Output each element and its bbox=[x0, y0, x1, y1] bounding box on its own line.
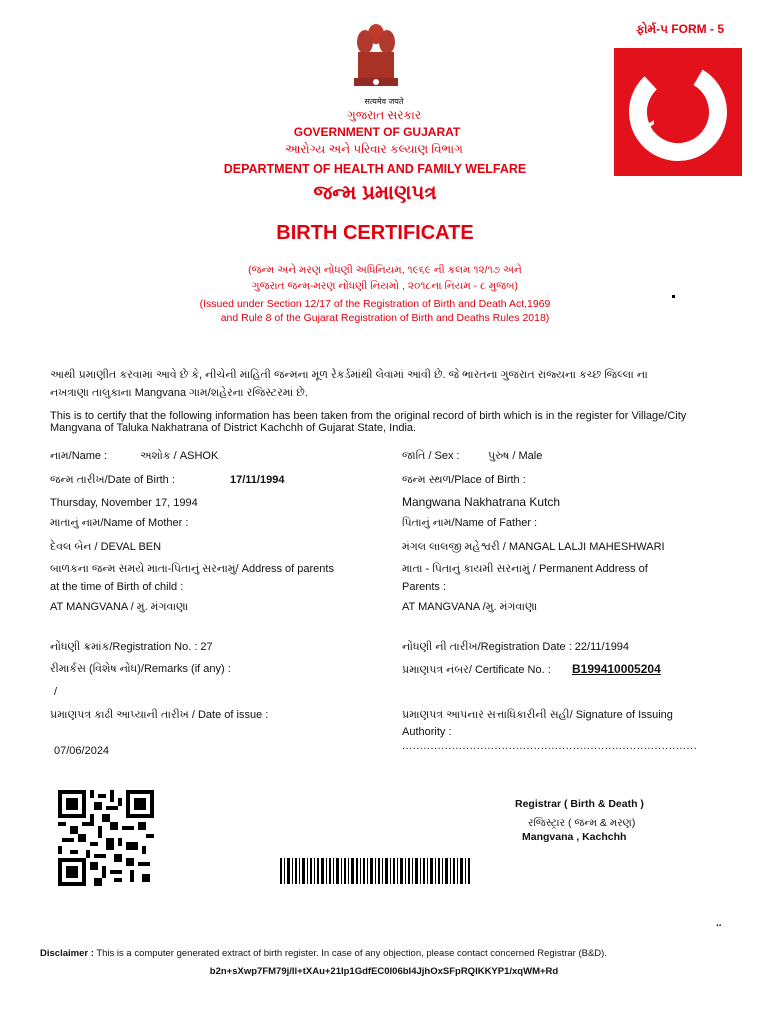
dob-value: 17/11/1994 bbox=[230, 474, 285, 486]
certify-english-line1: This is to certify that the following information has been taken from the original record of birth which is in the register for Village/City bbox=[50, 410, 687, 422]
registrar-english: Registrar ( Birth & Death ) bbox=[515, 798, 644, 810]
certify-english-line2: Mangvana of Taluka Nakhatrana of District Kachchh of Gujarat State, India. bbox=[50, 422, 417, 434]
disclaimer-text: This is a computer generated extract of birth register. In case of any objection, please contact concerned Registrar (B&D). bbox=[93, 948, 607, 959]
signature-label-line1: પ્રમાણપત્ર આપનાર સત્તાધિકારીની સહી/ Signature of Issuing bbox=[402, 709, 673, 721]
registration-number: નોંધણી ક્રમાંક/Registration No. : 27 bbox=[50, 641, 213, 653]
issue-date-label: પ્રમાણપત્ર કાઢી આપ્યાની તારીખ / Date of issue : bbox=[50, 709, 269, 721]
issued-gujarati-line2: ગુજરાત જન્મ-મરણ નોંધણી નિયમો , ૨૦૧૮ના નિયમ - ૮ મુજબ) bbox=[251, 280, 519, 292]
father-value: મંગલ લાલજી મહેશ્વરી / MANGAL LALJI MAHESHWARI bbox=[402, 541, 665, 553]
issued-gujarati-line1: (જન્મ અને મરણ નોંધણી અધિનિયમ, ૧૯૬૯ ની કલમ ૧૨/૧૭ અને bbox=[248, 264, 522, 276]
dob-label: જન્મ તારીખ/Date of Birth : bbox=[50, 474, 175, 486]
title-english: BIRTH CERTIFICATE bbox=[276, 222, 474, 244]
gov-gujarati: ગુજરાત સરકાર bbox=[346, 108, 422, 122]
certify-gujarati-line2: નખત્રાણા તાલુકાના Mangvana ગામ/શહેરના રજિસ્ટરમાં છે. bbox=[50, 387, 308, 399]
signature-label-line2: Authority : bbox=[402, 726, 452, 738]
registration-date: નોંધણી ની તારીખ/Registration Date : 22/11/1994 bbox=[402, 641, 630, 653]
birth-address-value: AT MANGVANA / મુ. મંગવાણા bbox=[50, 601, 189, 613]
sex-value: પુરુષ / Male bbox=[488, 450, 543, 462]
qr-code bbox=[58, 790, 154, 886]
name-label: નામ/Name : bbox=[50, 450, 108, 462]
certify-gujarati-line1: આથી પ્રમાણીત કરવામાં આવે છે કે, નીચેની માહિતી જન્મના મૂળ રેકર્ડમાંથી લેવામાં આવી છે. જે ભારતના ગુજરાત રાજ્યના કચ્છ જિલ્લા ના bbox=[50, 369, 648, 381]
certificate-number-label: પ્રમાણપત્ર નંબર/ Certificate No. : bbox=[402, 664, 551, 676]
emblem-motto: सत्यमेव जयते bbox=[364, 97, 404, 106]
permanent-address-label-line2: Parents : bbox=[402, 581, 447, 593]
pob-label: જન્મ સ્થળ/Place of Birth : bbox=[402, 474, 526, 486]
dept-gujarati: આરોગ્ય અને પરિવાર કલ્યાણ વિભાગ bbox=[285, 142, 463, 156]
remarks-label: રીમાર્કસ (વિશેષ નોંધ)/Remarks (if any) : bbox=[50, 663, 231, 675]
signature-line: ................................................................................... bbox=[402, 740, 698, 752]
permanent-address-value: AT MANGVANA /મુ. મંગવાણા bbox=[402, 601, 538, 613]
verification-hash: b2n+sXwp7FM79j/Il+tXAu+21Ip1GdfEC0I06bI4JjhOxSFpRQIKKYP1/xqWM+Rd bbox=[209, 966, 559, 977]
issue-date-value: 07/06/2024 bbox=[54, 745, 110, 757]
birth-address-label-line1: બાળકના જન્મ સમયે માતા-પિતાનું સરનામું/ Address of parents bbox=[50, 563, 334, 575]
father-label: પિતાનું નામ/Name of Father : bbox=[402, 517, 538, 529]
form-number: ફોર્મ-૫ FORM - 5 bbox=[636, 22, 724, 36]
issued-english-line2: and Rule 8 of the Gujarat Registration of Birth and Deaths Rules 2018) bbox=[220, 312, 550, 324]
national-emblem-icon bbox=[346, 20, 406, 100]
pob-value: Mangwana Nakhatrana Kutch bbox=[402, 495, 561, 509]
mother-value: દેવલ બેન / DEVAL BEN bbox=[50, 541, 162, 553]
dot-mark bbox=[672, 295, 675, 298]
registrar-gujarati: રજિસ્ટ્રાર ( જન્મ & મરણ) bbox=[528, 817, 636, 829]
mother-label: માતાનું નામ/Name of Mother : bbox=[50, 517, 189, 529]
title-gujarati: જન્મ પ્રમાણપત્ર bbox=[313, 182, 437, 204]
dept-english: DEPARTMENT OF HEALTH AND FAMILY WELFARE bbox=[223, 162, 527, 176]
gov-english: GOVERNMENT OF GUJARAT bbox=[293, 125, 461, 139]
sex-label: જાતિ / Sex : bbox=[402, 450, 460, 462]
name-value: અશોક / ASHOK bbox=[140, 450, 219, 462]
health-logo bbox=[614, 48, 742, 176]
birth-address-label-line2: at the time of Birth of child : bbox=[50, 581, 184, 593]
disclaimer-label: Disclaimer : bbox=[40, 948, 94, 959]
trailing-dots: .. bbox=[716, 918, 722, 929]
dob-words: Thursday, November 17, 1994 bbox=[50, 497, 198, 509]
permanent-address-label-line1: માતા - પિતાનું કાયમી સરનામું / Permanent Address of bbox=[402, 563, 648, 575]
disclaimer bbox=[40, 948, 607, 959]
issued-english-line1: (Issued under Section 12/17 of the Registration of Birth and Death Act,1969 bbox=[199, 298, 551, 310]
registrar-place: Mangvana , Kachchh bbox=[522, 831, 627, 843]
remarks-value: / bbox=[54, 686, 58, 698]
certificate-number-value: B199410005204 bbox=[572, 662, 661, 676]
barcode bbox=[280, 858, 470, 884]
